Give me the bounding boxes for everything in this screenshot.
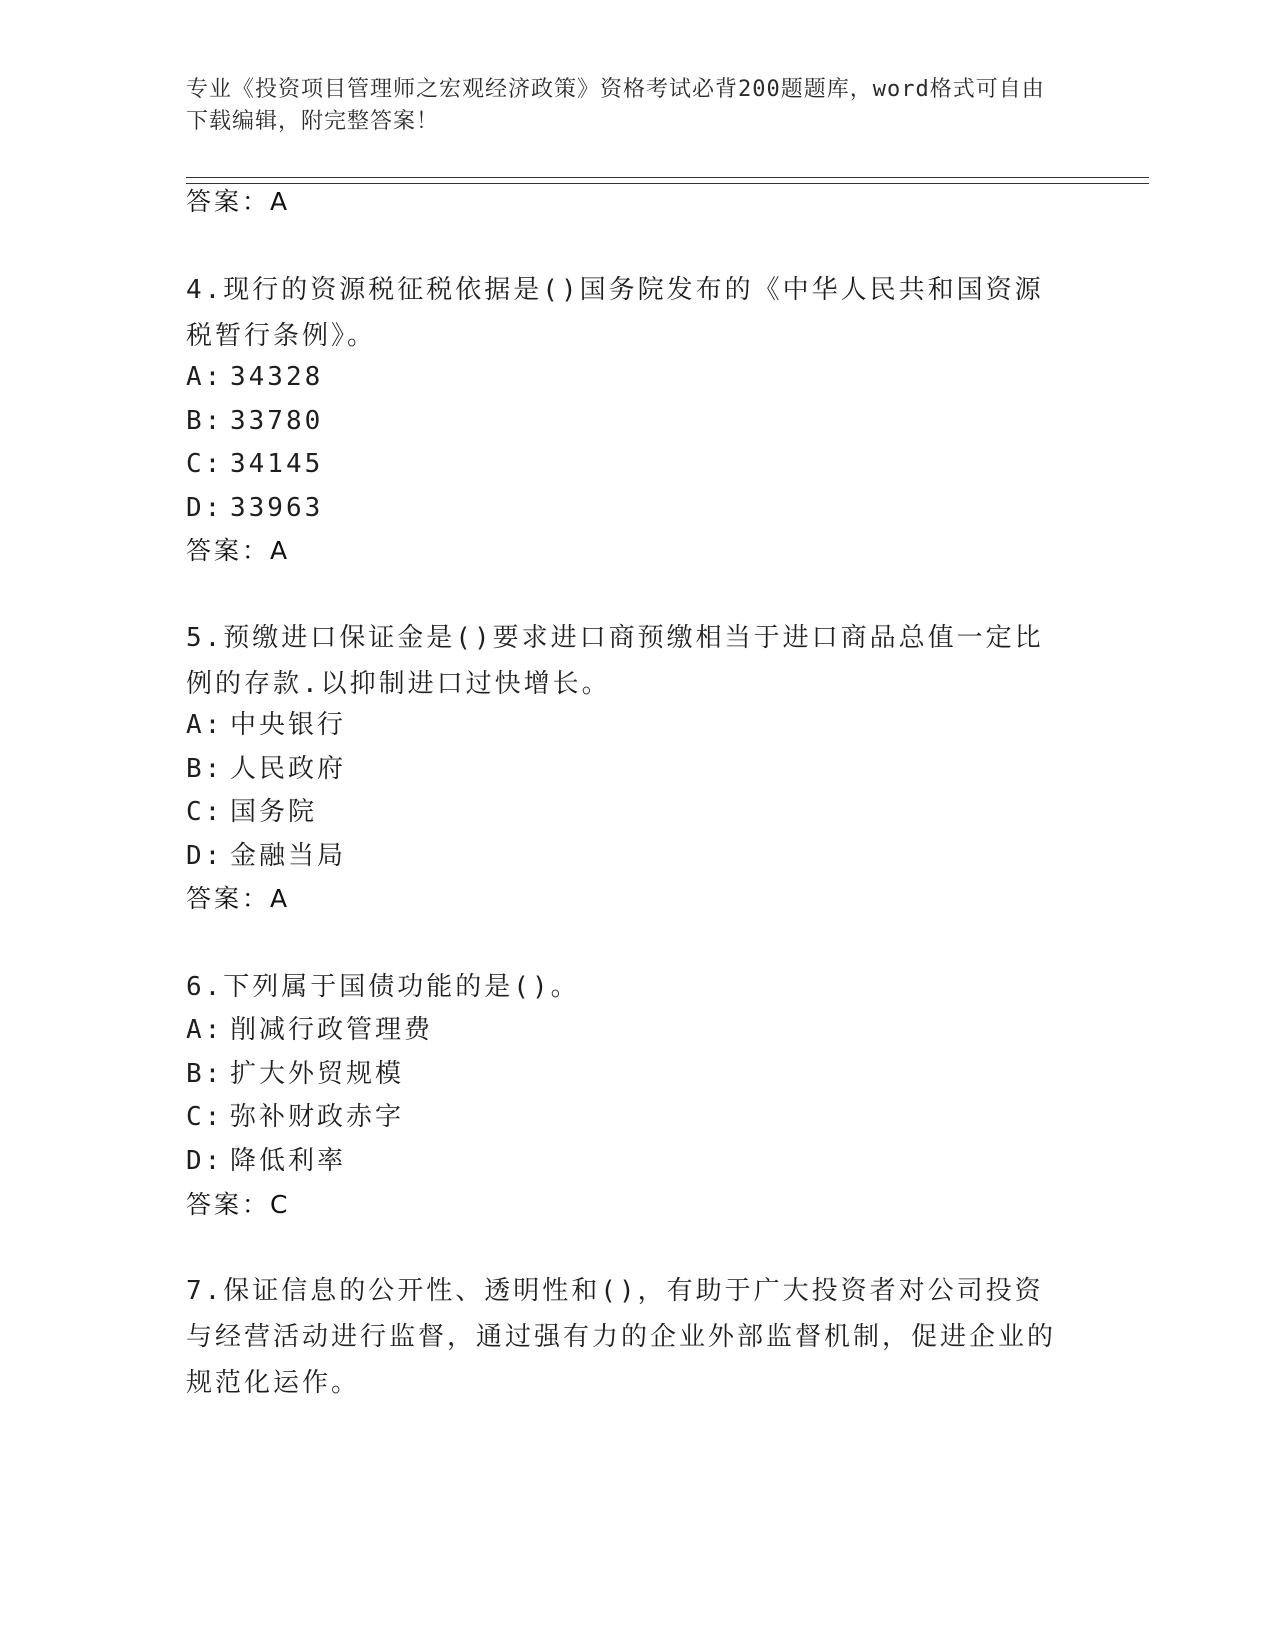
question-4: 4.现行的资源税征税依据是()国务院发布的《中华人民共和国资源税暂行条例》。 <box>186 275 1044 351</box>
option-text: 金融当局 <box>230 841 347 871</box>
page-header: 专业《投资项目管理师之宏观经济政策》资格考试必背200题题库，word格式可自由下载编辑，附完整答案！ <box>186 77 1045 134</box>
option-letter: D: <box>186 493 224 523</box>
answer-label: 答案： <box>186 187 271 216</box>
option-text: 中央银行 <box>230 710 347 740</box>
option-letter: C: <box>186 1102 224 1132</box>
option-text: 34145 <box>230 449 324 479</box>
answer-value: C <box>270 1190 290 1219</box>
answer-value: A <box>270 187 290 216</box>
question-7: 7.保证信息的公开性、透明性和()，有助于广大投资者对公司投资与经营活动进行监督，通过强有力的企业外部监督机制，促进企业的规范化运作。 <box>186 1276 1057 1398</box>
option-text: 弥补财政赤字 <box>230 1102 405 1132</box>
option-text: 人民政府 <box>230 754 347 784</box>
option-letter: C: <box>186 797 224 827</box>
answer-label: 答案： <box>186 536 271 565</box>
option-text: 33780 <box>230 406 324 436</box>
option-text: 34328 <box>230 362 324 392</box>
question-6-option-b <box>186 1057 404 1091</box>
question-5-answer <box>186 882 289 916</box>
question-6-option-c <box>186 1100 404 1134</box>
question-4-option-c <box>186 447 323 481</box>
question-4-option-a <box>186 360 323 394</box>
header-divider <box>186 177 1149 184</box>
option-text: 国务院 <box>230 797 318 827</box>
question-6: 6.下列属于国债功能的是()。 <box>186 972 580 1002</box>
option-letter: A: <box>186 710 224 740</box>
answer-label: 答案： <box>186 1190 271 1219</box>
option-letter: B: <box>186 406 224 436</box>
question-5-option-c <box>186 795 317 829</box>
answer-value: A <box>270 884 290 913</box>
question-4-option-d <box>186 491 323 525</box>
option-text: 33963 <box>230 493 324 523</box>
option-letter: A: <box>186 362 224 392</box>
option-letter: D: <box>186 841 224 871</box>
option-letter: B: <box>186 1059 224 1089</box>
question-6-option-a <box>186 1013 433 1047</box>
question-6-answer <box>186 1188 289 1222</box>
question-5-option-a <box>186 708 346 742</box>
option-text: 削减行政管理费 <box>230 1015 434 1045</box>
question-6-option-d <box>186 1144 346 1178</box>
option-letter: C: <box>186 449 224 479</box>
answer-label: 答案： <box>186 884 271 913</box>
question-5-option-b <box>186 752 346 786</box>
question-4-answer <box>186 534 289 568</box>
answer-value: A <box>270 536 290 565</box>
question-4-option-b <box>186 404 323 438</box>
option-letter: B: <box>186 754 224 784</box>
option-letter: A: <box>186 1015 224 1045</box>
option-text: 降低利率 <box>230 1146 347 1176</box>
question-5-option-d <box>186 839 346 873</box>
option-text: 扩大外贸规模 <box>230 1059 405 1089</box>
option-letter: D: <box>186 1146 224 1176</box>
question-5: 5.预缴进口保证金是()要求进口商预缴相当于进口商品总值一定比例的存款.以抑制进口过快增长。 <box>186 623 1044 699</box>
previous-answer <box>186 185 289 219</box>
